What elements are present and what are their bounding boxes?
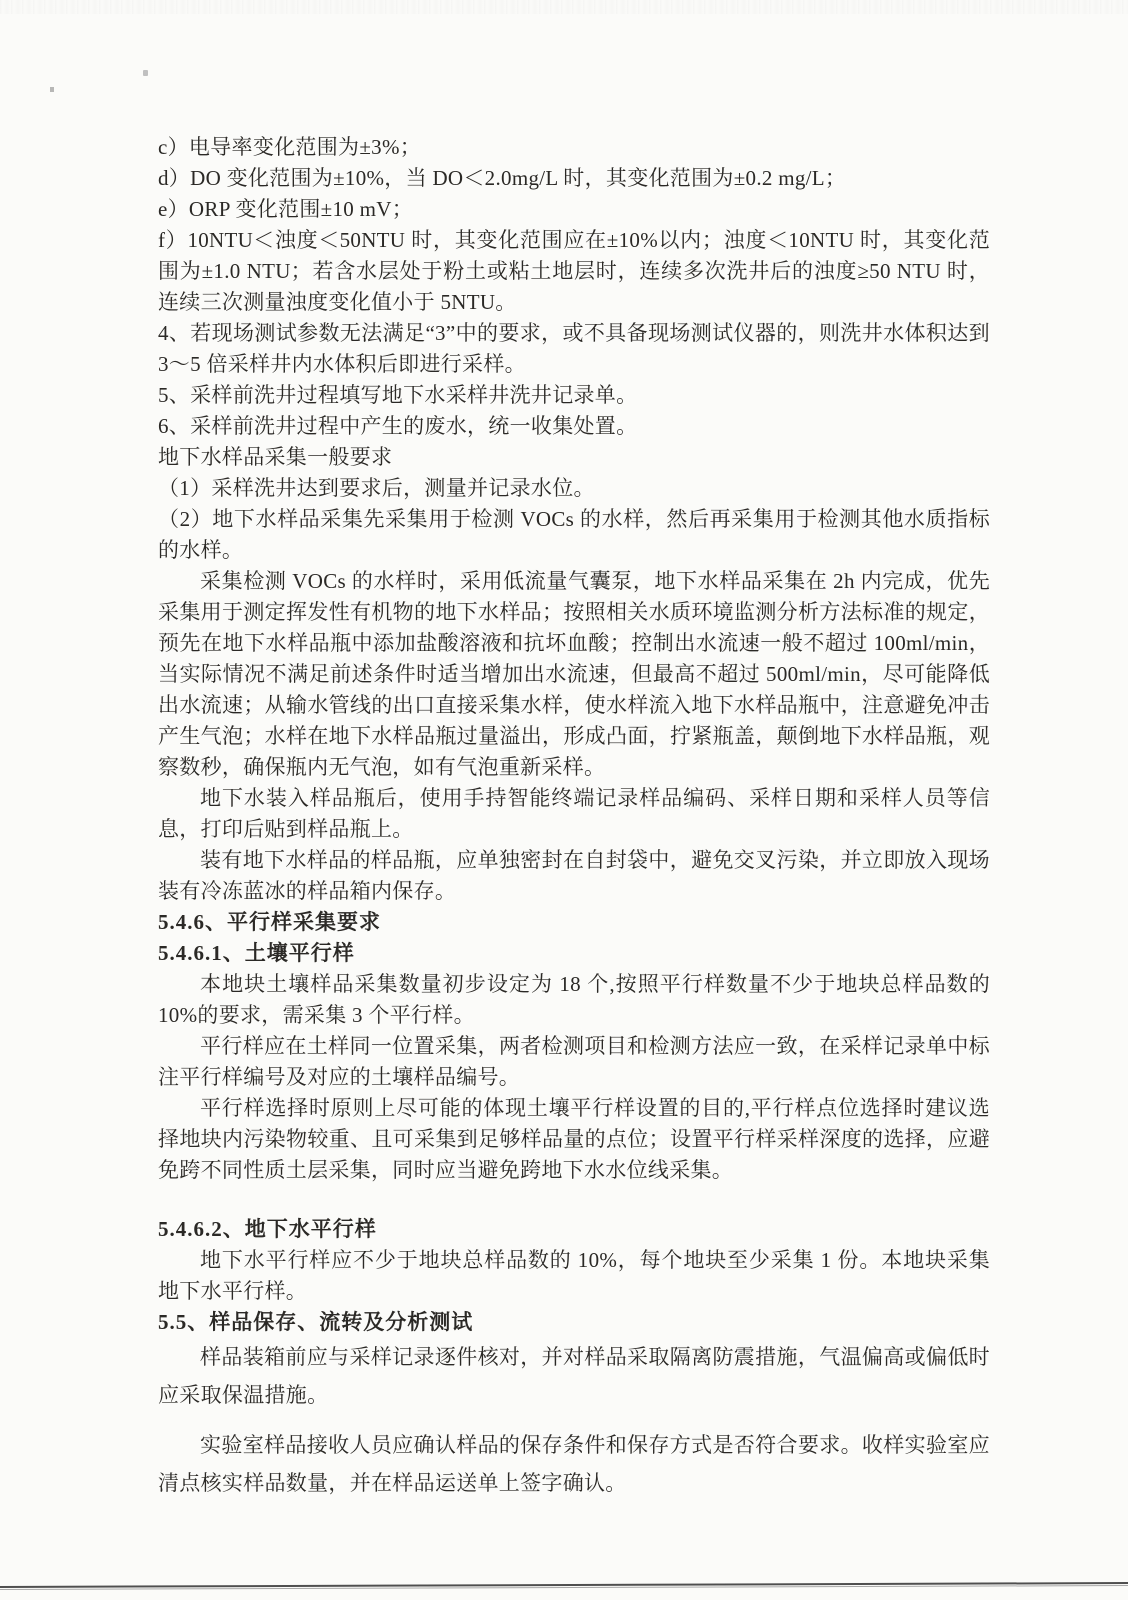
paragraph: 平行样选择时原则上尽可能的体现土壤平行样设置的目的,平行样点位选择时建议选择地块内污染物较重、且可采集到足够样品量的点位；设置平行样采样深度的选择，应避免跨不同性质土层采集，同时应当避免跨地下水水位线采集。 bbox=[158, 1096, 990, 1182]
paragraph: e）ORP 变化范围±10 mV； bbox=[158, 197, 414, 221]
paragraph: 本地块土壤样品采集数量初步设定为 18 个,按照平行样数量不少于地块总样品数的 10%的要求，需采集 3 个平行样。 bbox=[158, 972, 990, 1027]
section-heading: 5.4.6.2、地下水平行样 bbox=[158, 1217, 377, 1241]
scan-speck bbox=[50, 87, 54, 92]
section-heading: 5.4.6.1、土壤平行样 bbox=[158, 941, 355, 965]
paragraph: （1）采样洗井达到要求后，测量并记录水位。 bbox=[158, 476, 595, 500]
scan-speck bbox=[143, 70, 148, 76]
paragraph: 地下水平行样应不少于地块总样品数的 10%，每个地块至少采集 1 份。本地块采集地下水平行样。 bbox=[158, 1248, 990, 1303]
paragraph: 4、若现场测试参数无法满足“3”中的要求，或不具备现场测试仪器的，则洗井水体积达到 3～5 倍采样井内水体积后即进行采样。 bbox=[158, 321, 990, 376]
paragraph: 6、采样前洗井过程中产生的废水，统一收集处置。 bbox=[158, 414, 638, 438]
paragraph: d）DO 变化范围为±10%，当 DO＜2.0mg/L 时，其变化范围为±0.2 mg/L； bbox=[158, 166, 847, 190]
document-body bbox=[158, 132, 990, 1502]
paragraph: 样品装箱前应与采样记录逐件核对，并对样品采取隔离防震措施，气温偏高或偏低时应采取保温措施。 bbox=[158, 1345, 990, 1407]
paragraph: f）10NTU＜浊度＜50NTU 时，其变化范围应在±10%以内；浊度＜10NTU 时，其变化范围为±1.0 NTU；若含水层处于粉土或粘土地层时，连续多次洗井后的浊度≥50 NTU 时，连续三次测量浊度变化值小于 5NTU。 bbox=[158, 228, 990, 314]
paragraph: 实验室样品接收人员应确认样品的保存条件和保存方式是否符合要求。收样实验室应清点核实样品数量，并在样品运送单上签字确认。 bbox=[158, 1433, 990, 1495]
paragraph: c）电导率变化范围为±3%； bbox=[158, 135, 422, 159]
section-heading: 5.5、样品保存、流转及分析测试 bbox=[158, 1310, 474, 1334]
paragraph: 平行样应在土样同一位置采集，两者检测项目和检测方法应一致，在采样记录单中标注平行样编号及对应的土壤样品编号。 bbox=[158, 1034, 990, 1089]
paragraph: （2）地下水样品采集先采集用于检测 VOCs 的水样，然后再采集用于检测其他水质指标的水样。 bbox=[158, 507, 990, 562]
section-heading: 5.4.6、平行样采集要求 bbox=[158, 910, 381, 934]
paragraph: 采集检测 VOCs 的水样时，采用低流量气囊泵，地下水样品采集在 2h 内完成，优先采集用于测定挥发性有机物的地下水样品；按照相关水质环境监测分析方法标准的规定，预先在地下水样品瓶中添加盐酸溶液和抗坏血酸；控制出水流速一般不超过 100ml/min，当实际情况不满足前述条件时适当增加出水流速，但最高不超过 500ml/min，尽可能降低出水流速；从输水管线的出口直接采集水样，使水样流入地下水样品瓶中，注意避免冲击产生气泡；水样在地下水样品瓶过量溢出，形成凸面，拧紧瓶盖，颠倒地下水样品瓶，观察数秒，确保瓶内无气泡，如有气泡重新采样。 bbox=[158, 569, 990, 779]
paragraph: 地下水装入样品瓶后，使用手持智能终端记录样品编码、采样日期和采样人员等信息，打印后贴到样品瓶上。 bbox=[158, 786, 990, 841]
paragraph: 5、采样前洗井过程填写地下水采样井洗井记录单。 bbox=[158, 383, 638, 407]
paragraph: 装有地下水样品的样品瓶，应单独密封在自封袋中，避免交叉污染，并立即放入现场装有冷冻蓝冰的样品箱内保存。 bbox=[158, 848, 990, 903]
scan-noise-band bbox=[0, 0, 1128, 14]
paragraph: 地下水样品采集一般要求 bbox=[158, 445, 393, 469]
